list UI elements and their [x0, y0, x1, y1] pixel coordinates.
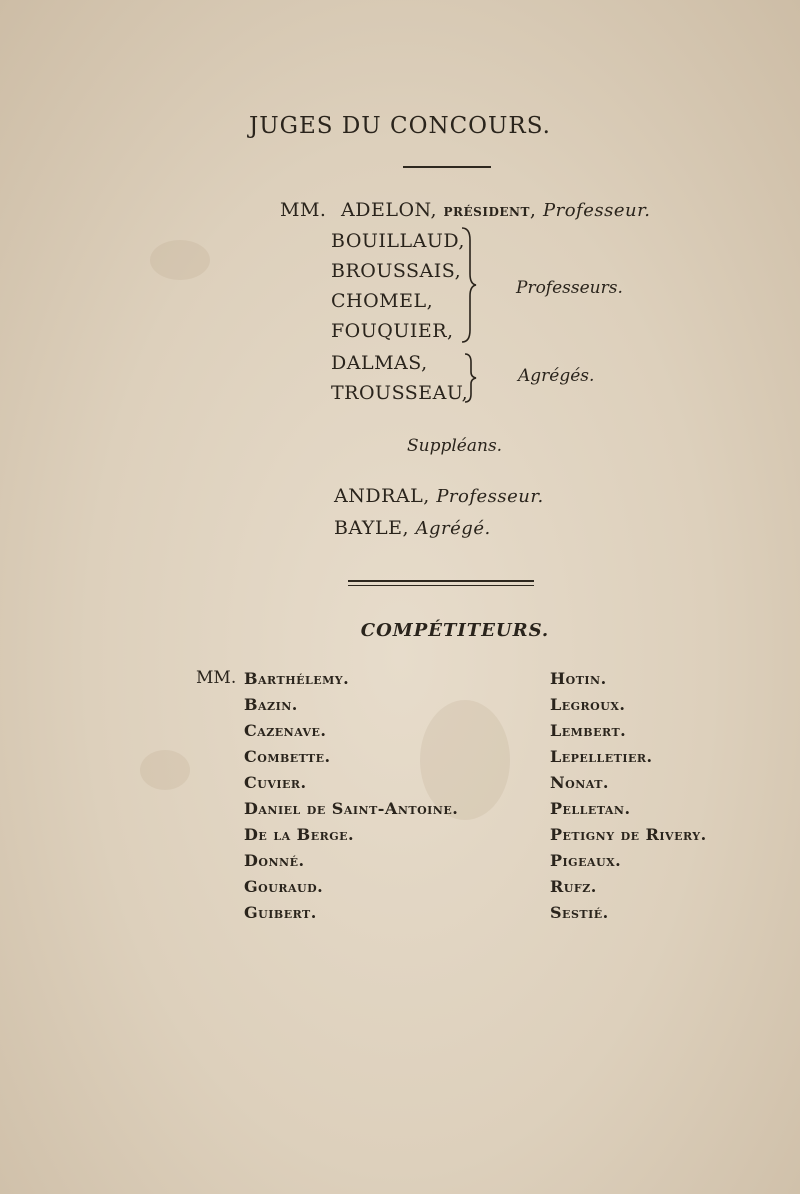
professor-name: BOUILLAUD,: [331, 230, 465, 252]
competitor-name: Cuvier.: [244, 773, 307, 792]
agreges-brace: [462, 352, 480, 404]
professors-brace: [458, 226, 480, 344]
competitors-heading: COMPÉTITEURS.: [360, 620, 550, 641]
competitor-name: Barthélemy.: [244, 669, 350, 688]
competitor-name: Combette.: [244, 747, 331, 766]
suppleant-title: Professeur.: [436, 486, 544, 507]
suppleant-entry: [334, 517, 491, 539]
judges-heading: JUGES DU CONCOURS.: [249, 113, 551, 139]
mm-prefix: MM.: [280, 199, 327, 221]
competitor-name: Lembert.: [550, 721, 627, 740]
competitor-name: Bazin.: [244, 695, 298, 714]
president-name: ADELON: [341, 199, 431, 221]
competitor-name: De la Berge.: [244, 825, 355, 844]
suppleant-title: Agrégé.: [415, 518, 491, 539]
competitor-name: Hotin.: [550, 669, 607, 688]
judges-divider: [403, 166, 491, 168]
competitor-name: Petigny de Rivery.: [550, 825, 707, 844]
competitor-name: Donné.: [244, 851, 305, 870]
professors-label: Professeurs.: [516, 278, 623, 298]
suppleant-name: ANDRAL,: [334, 485, 430, 507]
competitor-name: Gouraud.: [244, 877, 324, 896]
competitor-name: Pelletan.: [550, 799, 631, 818]
paper-stain: [140, 750, 190, 790]
competitors-mm-prefix: MM.: [196, 668, 237, 688]
agrege-name: DALMAS,: [331, 352, 428, 374]
professor-name: BROUSSAIS,: [331, 260, 462, 282]
professor-name: FOUQUIER,: [331, 320, 454, 342]
president-role: PRÉSIDENT: [443, 205, 530, 219]
suppleant-entry: [334, 485, 544, 507]
agreges-label: Agrégés.: [518, 366, 595, 386]
competitor-name: Rufz.: [550, 877, 597, 896]
competitor-name: Sestié.: [550, 903, 609, 922]
competitor-name: Guibert.: [244, 903, 317, 922]
competitor-name: Lepelletier.: [550, 747, 653, 766]
section-divider-bottom: [348, 585, 534, 586]
competitor-name: Nonat.: [550, 773, 609, 792]
competitor-name: Pigeaux.: [550, 851, 622, 870]
paper-stain: [150, 240, 210, 280]
president-title: Professeur.: [543, 200, 651, 221]
competitor-name: Legroux.: [550, 695, 626, 714]
section-divider-top: [348, 580, 534, 582]
professor-name: CHOMEL,: [331, 290, 434, 312]
competitor-name: Cazenave.: [244, 721, 327, 740]
suppleans-heading: Suppléans.: [407, 436, 503, 456]
agrege-name: TROUSSEAU,: [331, 382, 469, 404]
judges-president-line: MM. ADELON, PRÉSIDENT, Professeur.: [280, 199, 651, 221]
competitor-name: Daniel de Saint-Antoine.: [244, 799, 459, 818]
suppleant-name: BAYLE,: [334, 517, 409, 539]
